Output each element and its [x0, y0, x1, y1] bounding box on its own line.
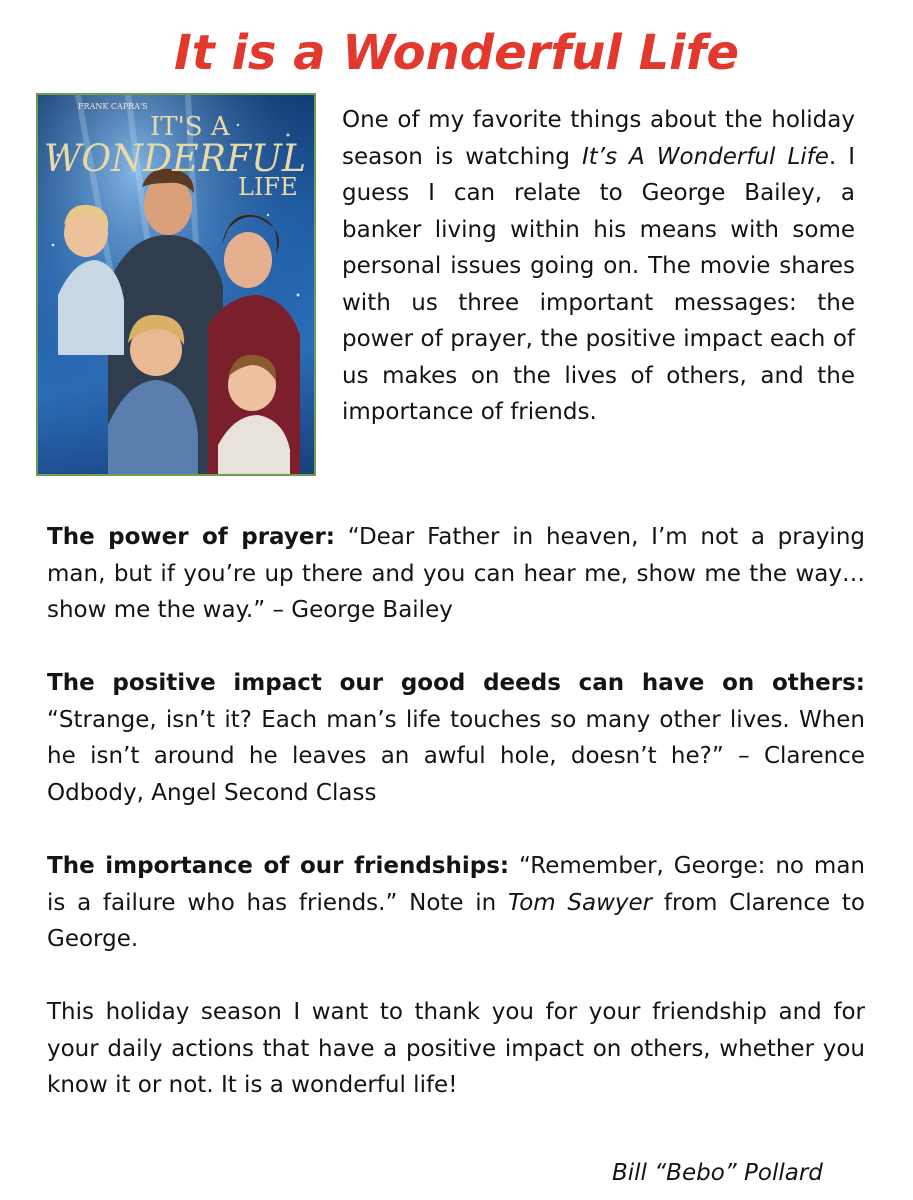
intro-text-before: One of my favorite things about the holiday season is watching: [342, 107, 855, 170]
closing-paragraph: This holiday season I want to thank you for your friendship and for your daily actions that have a positive impact on others, whether you know it or not. It is a wonderful life!: [47, 999, 865, 1098]
section-power-of-prayer: [47, 519, 865, 629]
section-heading: The importance of our friendships:: [47, 853, 510, 879]
section-body: “Dear Father in heaven, I’m not a praying man, but if you’re up there and you can hear me, show me the way…show me the way.” – George Bailey: [47, 524, 865, 623]
poster-title-line3: LIFE: [238, 173, 298, 201]
section-body-before: “Remember, George: no man is a failure who has friends.” Note in: [47, 853, 865, 916]
intro-movie-title: It’s A Wonderful Life: [581, 143, 829, 170]
section-heading: The power of prayer:: [47, 524, 335, 550]
movie-poster: [36, 93, 316, 476]
intro-text-after: . I guess I can relate to George Bailey, a banker living within his means with some personal issues going on. The movie shares with us three important messages: the power of prayer, the positive impact each of us makes on the lives of others, and the importance of friends.: [342, 143, 856, 425]
book-title: Tom Sawyer: [508, 889, 653, 916]
section-heading: The positive impact our good deeds can have on others:: [47, 670, 865, 696]
section-body: “Strange, isn’t it? Each man’s life touches so many other lives. When he isn’t around he leaves an awful hole, doesn’t he?” – Clarence Odbody, Angel Second Class: [47, 706, 865, 806]
poster-credit: FRANK CAPRA'S: [78, 102, 148, 111]
poster-illustration: [38, 95, 314, 474]
section-friendships: [47, 848, 865, 958]
signature: Bill “Bebo” Pollard: [612, 1160, 823, 1186]
intro-paragraph: [342, 102, 855, 431]
poster-title-line1: IT'S A: [150, 112, 230, 142]
poster-title-line2: WONDERFUL: [44, 137, 306, 180]
section-positive-impact: [47, 665, 865, 811]
section-body-after: from Clarence to George.: [47, 889, 865, 952]
page-title: It is a Wonderful Life: [173, 25, 740, 81]
